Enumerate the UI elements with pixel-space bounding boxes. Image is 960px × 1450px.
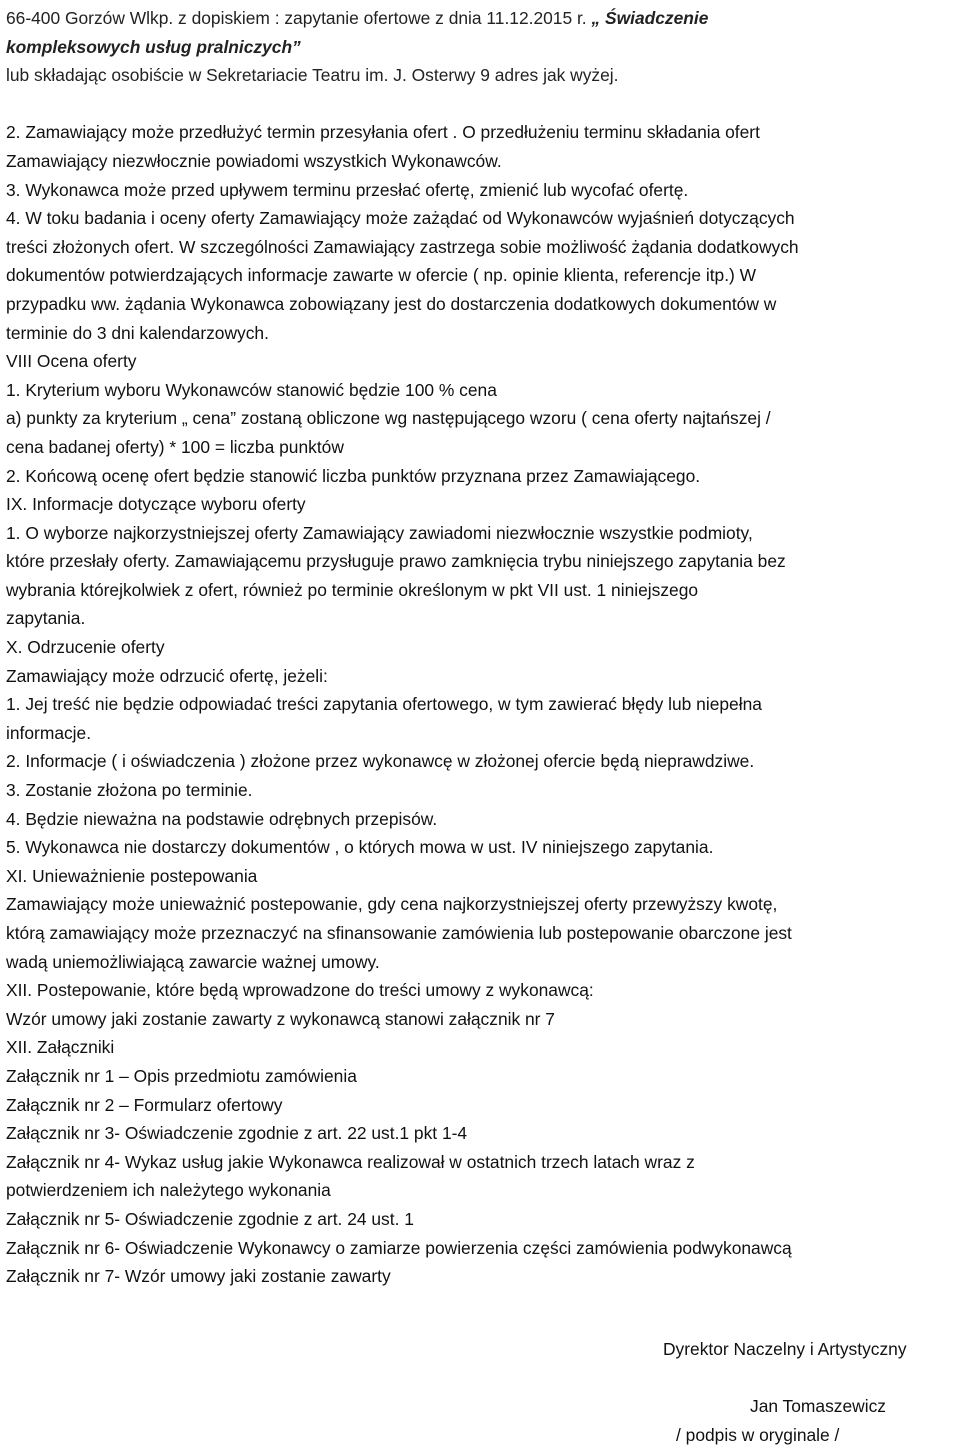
document-line: Załącznik nr 2 – Formularz ofertowy <box>6 1094 283 1115</box>
signature-name: Jan Tomaszewicz <box>750 1396 886 1416</box>
document-line: Załącznik nr 5- Oświadczenie zgodnie z art. 24 ust. 1 <box>6 1208 414 1229</box>
document-line: 1. Jej treść nie będzie odpowiadać treści zapytania ofertowego, w tym zawierać błędy lub niepełna <box>6 694 762 715</box>
document-line: wybrania którejkolwiek z ofert, również po terminie określonym w pkt VII ust. 1 niniejszego <box>6 579 699 600</box>
document-line: dokumentów potwierdzających informacje zawarte w ofercie ( np. opinie klienta, referencje itp.) W <box>6 265 757 286</box>
document-line: cena badanej oferty) * 100 = liczba punktów <box>6 436 344 457</box>
document-line: przypadku ww. żądania Wykonawca zobowiązany jest do dostarczenia dodatkowych dokumentów w <box>6 293 777 314</box>
document-line: 4. Będzie nieważna na podstawie odrębnych przepisów. <box>6 808 438 829</box>
document-line: wadą uniemożliwiającą zawarcie ważnej umowy. <box>6 951 380 972</box>
document-page <box>6 4 958 1291</box>
document-line: 4. W toku badania i oceny oferty Zamawiający może zażądać od Wykonawców wyjaśnień dotyczących <box>6 208 795 229</box>
document-line: którą zamawiający może przeznaczyć na sfinansowanie zamówienia lub postepowanie obarczone jest <box>6 923 792 943</box>
document-line: a) punkty za kryterium „ cena” zostaną obliczone wg następującego wzoru ( cena oferty najtańszej / <box>6 408 771 429</box>
document-line: 2. Informacje ( i oświadczenia ) złożone przez wykonawcę w złożonej ofercie będą nieprawdziwe. <box>6 751 755 772</box>
document-line: Załącznik nr 7- Wzór umowy jaki zostanie zawarty <box>6 1266 391 1287</box>
title-text-end: kompleksowych usług pralniczych” <box>6 36 301 57</box>
document-line: treści złożonych ofert. W szczególności Zamawiający zastrzega sobie możliwość żądania dodatkowych <box>6 236 799 257</box>
document-line: potwierdzeniem ich należytego wykonania <box>6 1180 331 1201</box>
blank-line <box>6 90 958 119</box>
document-line: 3. Wykonawca może przed upływem terminu przesłać ofertę, zmienić lub wycofać ofertę. <box>6 179 689 200</box>
title-text-start: „ Świadczenie <box>591 8 709 28</box>
document-line: XII. Postepowanie, które będą wprowadzone do treści umowy z wykonawcą: <box>6 980 594 1001</box>
document-line: Załącznik nr 3- Oświadczenie zgodnie z art. 22 ust.1 pkt 1-4 <box>6 1123 468 1144</box>
document-line: 5. Wykonawca nie dostarczy dokumentów , o których mowa w ust. IV niniejszego zapytania. <box>6 837 714 858</box>
document-line: Zamawiający może odrzucić ofertę, jeżeli: <box>6 665 328 686</box>
document-line: Załącznik nr 4- Wykaz usług jakie Wykonawca realizował w ostatnich trzech latach wraz z <box>6 1151 695 1172</box>
document-line: IX. Informacje dotyczące wyboru oferty <box>6 494 306 515</box>
address-text: 66-400 Gorzów Wlkp. z dopiskiem : zapytanie ofertowe z dnia 11.12.2015 r. <box>6 8 592 28</box>
address-line <box>6 4 958 33</box>
document-line: X. Odrzucenie oferty <box>6 637 165 658</box>
document-line: informacje. <box>6 722 92 743</box>
signature-position: Dyrektor Naczelny i Artystyczny <box>663 1339 907 1359</box>
document-line: 3. Zostanie złożona po terminie. <box>6 780 253 801</box>
document-body <box>6 118 958 1290</box>
document-line: 1. O wyborze najkorzystniejszej oferty Zamawiający zawiadomi niezwłocznie wszystkie podmioty, <box>6 522 753 543</box>
submission-line: lub składając osobiście w Sekretariacie Teatru im. J. Osterwy 9 adres jak wyżej. <box>6 65 619 86</box>
document-line: VIII Ocena oferty <box>6 351 137 372</box>
document-line: zapytania. <box>6 608 86 629</box>
document-line: XII. Załączniki <box>6 1037 115 1058</box>
document-line: 2. Końcową ocenę ofert będzie stanowić liczba punktów przyznana przez Zamawiającego. <box>6 465 701 486</box>
document-line: Załącznik nr 6- Oświadczenie Wykonawcy o zamiarze powierzenia części zamówienia podwykonawcą <box>6 1237 792 1258</box>
document-line: terminie do 3 dni kalendarzowych. <box>6 322 269 343</box>
document-line: XI. Unieważnienie postepowania <box>6 865 258 886</box>
document-line: które przesłały oferty. Zamawiającemu przysługuje prawo zamknięcia trybu niniejszego zapytania bez <box>6 551 786 572</box>
document-line: Wzór umowy jaki zostanie zawarty z wykonawcą stanowi załącznik nr 7 <box>6 1008 555 1029</box>
document-line: Załącznik nr 1 – Opis przedmiotu zamówienia <box>6 1065 357 1086</box>
document-line: Zamawiający może unieważnić postepowanie, gdy cena najkorzystniejszej oferty przewyższy kwotę, <box>6 894 778 915</box>
document-line: 1. Kryterium wyboru Wykonawców stanowić będzie 100 % cena <box>6 379 497 400</box>
document-line: Zamawiający niezwłocznie powiadomi wszystkich Wykonawców. <box>6 150 502 171</box>
signature-note: / podpis w oryginale / <box>676 1425 840 1445</box>
document-line: 2. Zamawiający może przedłużyć termin przesyłania ofert . O przedłużeniu terminu składania ofert <box>6 122 760 143</box>
